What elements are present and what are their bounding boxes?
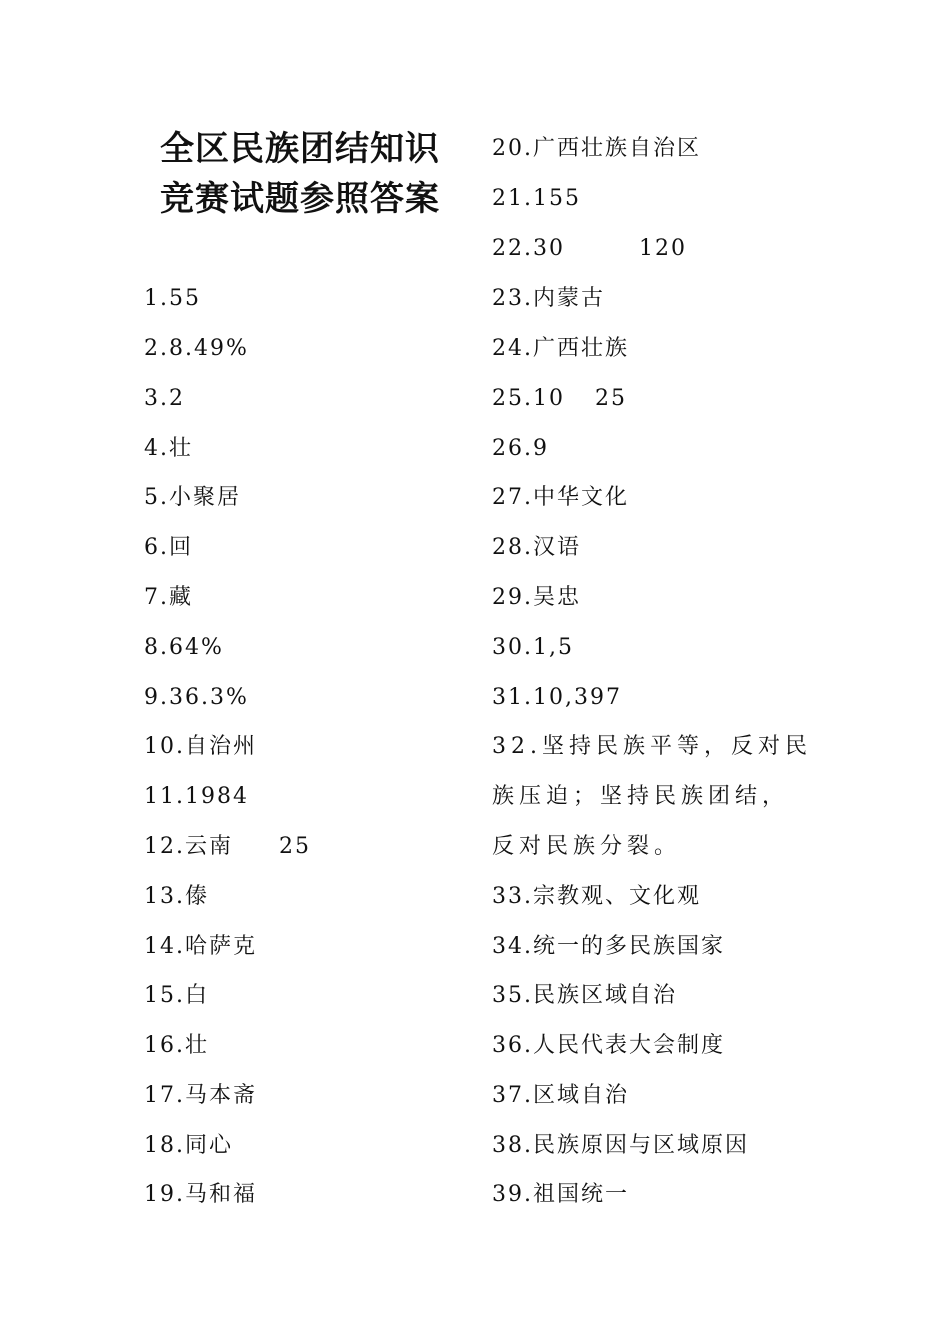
answer-text: 内蒙古 bbox=[533, 286, 606, 311]
answer-item-30 bbox=[492, 623, 574, 673]
answer-item-32 bbox=[492, 722, 812, 872]
answer-number: 23. bbox=[492, 286, 533, 311]
answer-text: 同心 bbox=[185, 1133, 234, 1158]
answer-item-33 bbox=[492, 872, 701, 922]
answer-item-10 bbox=[144, 722, 257, 772]
answer-item-22 bbox=[492, 224, 687, 274]
answer-extra: 25 bbox=[595, 386, 627, 411]
answer-item-38 bbox=[492, 1121, 749, 1171]
answer-item-19 bbox=[144, 1170, 257, 1220]
answer-item-36 bbox=[492, 1021, 725, 1071]
answer-text: 30 bbox=[533, 236, 565, 261]
answer-number: 6. bbox=[144, 535, 169, 560]
answer-text: 64% bbox=[169, 635, 224, 660]
answer-text: 壮 bbox=[169, 436, 194, 461]
answer-text: 统一的多民族国家 bbox=[533, 934, 726, 959]
answer-number: 22. bbox=[492, 236, 533, 261]
answer-text: 民族区域自治 bbox=[533, 983, 678, 1008]
answer-text: 哈萨克 bbox=[185, 934, 258, 959]
answer-number: 1. bbox=[144, 286, 169, 311]
answer-item-5 bbox=[144, 473, 241, 523]
answer-number: 5. bbox=[144, 485, 169, 510]
answer-number: 10. bbox=[144, 734, 185, 759]
answer-item-3 bbox=[144, 374, 185, 424]
answer-text: 祖国统一 bbox=[533, 1182, 630, 1207]
answer-item-14 bbox=[144, 922, 257, 972]
answer-number: 39. bbox=[492, 1182, 533, 1207]
answer-number: 29. bbox=[492, 585, 533, 610]
answer-item-9 bbox=[144, 673, 249, 723]
answer-item-24 bbox=[492, 324, 629, 374]
answer-item-18 bbox=[144, 1121, 233, 1171]
answer-number: 12. bbox=[144, 834, 185, 859]
answer-number: 26. bbox=[492, 436, 533, 461]
answer-extra: 120 bbox=[639, 236, 687, 261]
answer-item-7 bbox=[144, 573, 193, 623]
answer-text: 坚持民族平等，反对民族压迫；坚持民族团结，反对民族分裂。 bbox=[492, 734, 813, 859]
answer-number: 13. bbox=[144, 884, 185, 909]
answer-text: 汉语 bbox=[533, 535, 582, 560]
answer-item-27 bbox=[492, 473, 629, 523]
answer-number: 17. bbox=[144, 1083, 185, 1108]
answer-item-16 bbox=[144, 1021, 209, 1071]
answer-text: 自治州 bbox=[185, 734, 258, 759]
title-line-1: 全区民族团结知识 bbox=[160, 129, 440, 169]
answer-number: 4. bbox=[144, 436, 169, 461]
answer-text: 1984 bbox=[185, 784, 249, 809]
answer-item-6 bbox=[144, 523, 193, 573]
answer-item-34 bbox=[492, 922, 725, 972]
answer-item-23 bbox=[492, 274, 605, 324]
answer-number: 21. bbox=[492, 186, 533, 211]
answer-item-17 bbox=[144, 1071, 257, 1121]
answer-item-37 bbox=[492, 1071, 629, 1121]
answer-number: 8. bbox=[144, 635, 169, 660]
answer-item-21 bbox=[492, 174, 581, 224]
answer-number: 11. bbox=[144, 784, 185, 809]
answer-number: 38. bbox=[492, 1133, 533, 1158]
answer-text: 36.3% bbox=[169, 685, 249, 710]
answer-item-35 bbox=[492, 971, 677, 1021]
answer-item-13 bbox=[144, 872, 209, 922]
answer-number: 25. bbox=[492, 386, 533, 411]
answer-number: 32. bbox=[492, 734, 542, 759]
answer-item-31 bbox=[492, 673, 622, 723]
answer-text: 广西壮族自治区 bbox=[533, 136, 702, 161]
answer-number: 3. bbox=[144, 386, 169, 411]
answer-number: 19. bbox=[144, 1182, 185, 1207]
answer-number: 36. bbox=[492, 1033, 533, 1058]
answer-item-8 bbox=[144, 623, 224, 673]
answer-text: 中华文化 bbox=[533, 485, 630, 510]
answer-number: 18. bbox=[144, 1133, 185, 1158]
answer-text: 155 bbox=[533, 186, 581, 211]
answer-extra: 25 bbox=[279, 834, 312, 859]
answer-text: 人民代表大会制度 bbox=[533, 1033, 726, 1058]
answer-number: 34. bbox=[492, 934, 533, 959]
answer-number: 27. bbox=[492, 485, 533, 510]
answer-number: 33. bbox=[492, 884, 533, 909]
answer-number: 31. bbox=[492, 685, 533, 710]
answer-text: 藏 bbox=[169, 585, 194, 610]
answer-number: 9. bbox=[144, 685, 169, 710]
answer-item-39 bbox=[492, 1170, 629, 1220]
answer-item-1 bbox=[144, 274, 201, 324]
answer-text: 壮 bbox=[185, 1033, 210, 1058]
answer-text: 白 bbox=[185, 983, 210, 1008]
answer-item-4 bbox=[144, 424, 193, 474]
answer-text: 10,397 bbox=[533, 685, 622, 710]
answer-text: 广西壮族 bbox=[533, 336, 630, 361]
answer-number: 7. bbox=[144, 585, 169, 610]
answer-item-11 bbox=[144, 772, 249, 822]
answer-text: 10 bbox=[533, 386, 565, 411]
answer-text: 马和福 bbox=[185, 1182, 258, 1207]
answer-text: 云南 bbox=[185, 834, 234, 859]
answer-text: 9 bbox=[533, 436, 549, 461]
answer-text: 吴忠 bbox=[533, 585, 582, 610]
answer-item-29 bbox=[492, 573, 581, 623]
answer-item-28 bbox=[492, 523, 581, 573]
answer-item-26 bbox=[492, 424, 549, 474]
answer-text: 小聚居 bbox=[169, 485, 242, 510]
answer-text: 宗教观、文化观 bbox=[533, 884, 702, 909]
title-line-2: 竞赛试题参照答案 bbox=[160, 179, 440, 219]
answer-number: 20. bbox=[492, 136, 533, 161]
answer-text: 8.49% bbox=[169, 336, 249, 361]
answer-item-20 bbox=[492, 124, 701, 174]
answer-number: 30. bbox=[492, 635, 533, 660]
answer-item-15 bbox=[144, 971, 209, 1021]
answer-text: 55 bbox=[169, 286, 201, 311]
answer-number: 2. bbox=[144, 336, 169, 361]
answer-number: 37. bbox=[492, 1083, 533, 1108]
answer-number: 14. bbox=[144, 934, 185, 959]
answer-number: 35. bbox=[492, 983, 533, 1008]
document-title bbox=[160, 124, 460, 224]
answer-text: 傣 bbox=[185, 884, 210, 909]
answer-text: 1,5 bbox=[533, 635, 574, 660]
answer-number: 15. bbox=[144, 983, 185, 1008]
answer-item-12 bbox=[144, 822, 311, 872]
answer-item-25 bbox=[492, 374, 627, 424]
answer-number: 28. bbox=[492, 535, 533, 560]
answer-number: 16. bbox=[144, 1033, 185, 1058]
answer-item-2 bbox=[144, 324, 249, 374]
answer-text: 区域自治 bbox=[533, 1083, 630, 1108]
answer-text: 2 bbox=[169, 386, 185, 411]
answer-text: 民族原因与区域原因 bbox=[533, 1133, 750, 1158]
answer-text: 回 bbox=[169, 535, 194, 560]
answer-number: 24. bbox=[492, 336, 533, 361]
answer-text: 马本斋 bbox=[185, 1083, 258, 1108]
